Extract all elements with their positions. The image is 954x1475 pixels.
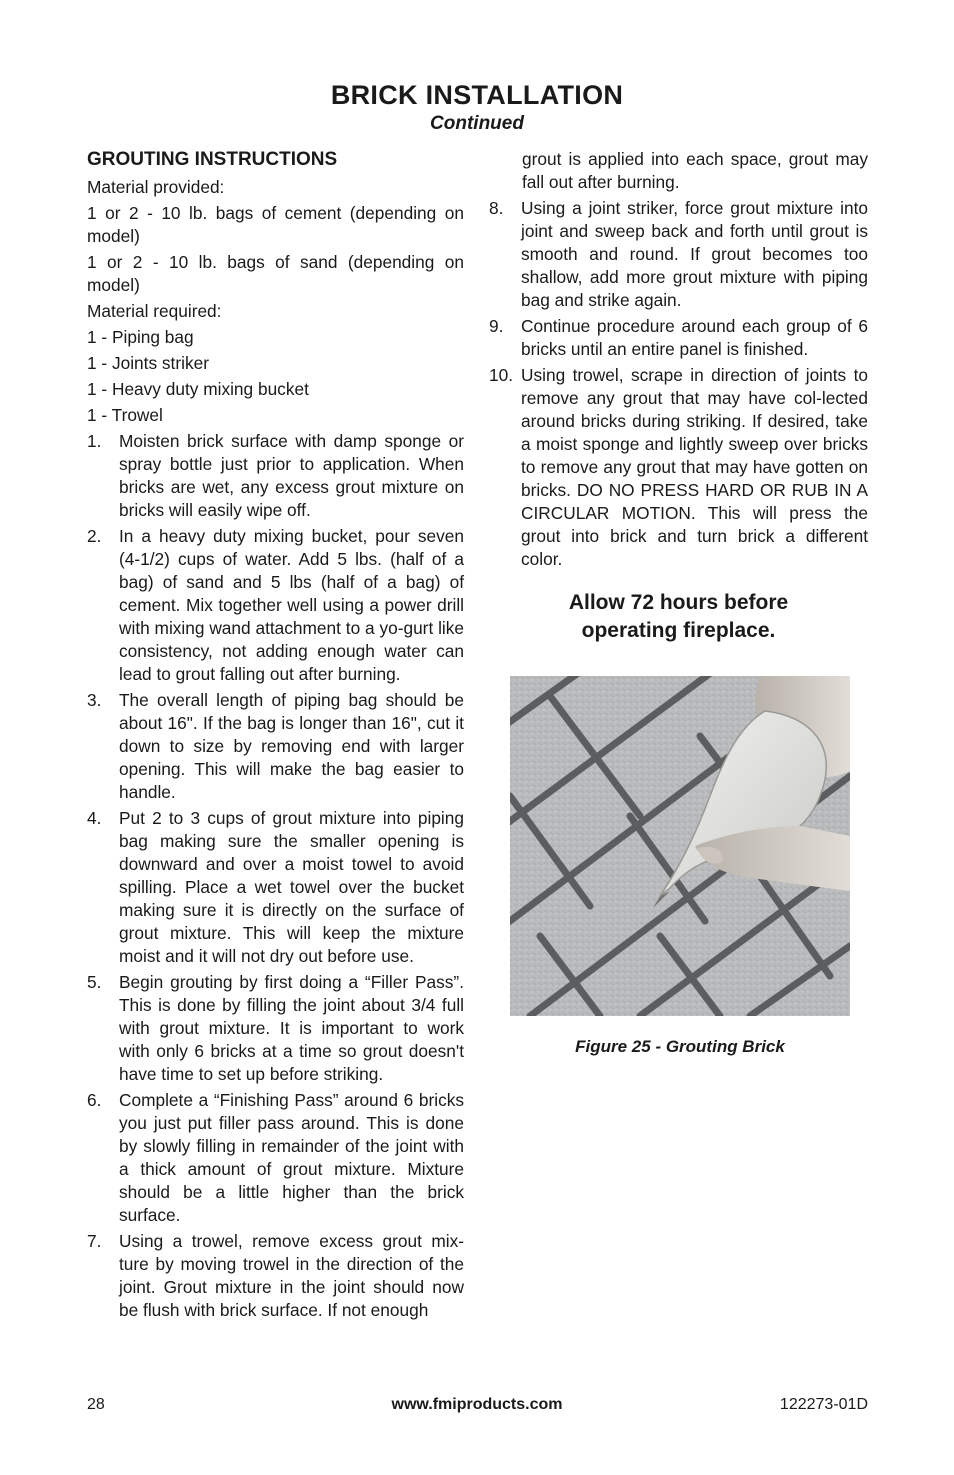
- step-number: 5.: [87, 972, 102, 992]
- note-line: Allow 72 hours before: [568, 591, 789, 614]
- website-link[interactable]: www.fmiproducts.com: [391, 1396, 563, 1413]
- paragraph: Material required:: [87, 301, 222, 321]
- step-text: Put 2 to 3 cups of grout mixture into piping bag making sure the smaller opening is downward and over a moist towel to avoid spilling. Place a wet towel over the bucket making sure it is directly on the surface of grout mixture. This will keep the mixture moist and it will not dry out before use.: [119, 808, 464, 966]
- steps-list: [489, 197, 868, 571]
- step-item: [87, 1230, 464, 1322]
- step-number: 10.: [489, 365, 514, 385]
- step-text: Begin grouting by first doing a “Filler Pass”. This is done by filling the joint about 3/4 full with grout mixture. It is important to work with only 6 bricks at a time so grout doesn't have time to set up before striking.: [119, 972, 464, 1084]
- step-item: [87, 525, 464, 686]
- page-title: BRICK INSTALLATION: [330, 80, 624, 110]
- paragraph: 1 or 2 - 10 lb. bags of sand (depending on model): [87, 252, 464, 295]
- step-number: 1.: [87, 431, 102, 451]
- paragraph: 1 - Piping bag: [87, 327, 194, 347]
- step-continuation: grout is applied into each space, grout may fall out after burning.: [522, 149, 868, 192]
- paragraph: 1 - Trowel: [87, 405, 163, 425]
- step-number: 6.: [87, 1090, 102, 1110]
- step-text: Using a trowel, remove excess grout mix-ture by moving trowel in the direction of the joint. Grout mixture in the joint should now be flush with brick surface. If not enough: [119, 1231, 464, 1320]
- paragraph: Material provided:: [87, 177, 225, 197]
- paragraph: 1 or 2 - 10 lb. bags of cement (depending on model): [87, 203, 464, 246]
- step-text: Continue procedure around each group of 6 bricks until an entire panel is finished.: [521, 316, 868, 359]
- step-number: 2.: [87, 526, 102, 546]
- step-text: In a heavy duty mixing bucket, pour seven (4-1/2) cups of water. Add 5 lbs. (half of a bag) of sand and 5 lbs (half of a bag) of cement. Mix together well using a power drill with mixing wand attachment to a yo-gurt like consistency, not adding enough water can lead to grout falling out after burning.: [119, 526, 464, 684]
- step-item: [489, 197, 868, 312]
- step-text: Moisten brick surface with damp sponge or spray bottle just prior to application. When bricks are wet, any excess grout mixture on bricks will easily wipe off.: [119, 431, 464, 520]
- section-heading: GROUTING INSTRUCTIONS: [87, 149, 338, 170]
- step-number: 7.: [87, 1231, 102, 1251]
- step-text: The overall length of piping bag should be about 16". If the bag is longer than 16", cut it down to size by removing end with larger opening. This will make the bag easier to handle.: [119, 690, 464, 802]
- document-id: 122273-01D: [779, 1396, 868, 1413]
- cure-time-note: [489, 589, 868, 645]
- step-text: Using trowel, scrape in direction of joints to remove any grout that may have col-lected around bricks during striking. If desired, take a moist sponge and lightly sweep over bricks to remove any grout that may have gotten on bricks. DO NO PRESS HARD OR RUB IN A CIRCULAR MOTION. This will press the grout into brick and turn brick a different color.: [521, 365, 868, 569]
- page-subtitle: Continued: [430, 113, 524, 134]
- grouting-brick-photo: [510, 676, 850, 1016]
- step-item: [87, 807, 464, 968]
- step-number: 8.: [489, 198, 504, 218]
- step-number: 4.: [87, 808, 102, 828]
- figure-caption: Figure 25 - Grouting Brick: [575, 1037, 785, 1056]
- step-item: [87, 430, 464, 522]
- step-item: [87, 971, 464, 1086]
- paragraph: 1 - Heavy duty mixing bucket: [87, 379, 309, 399]
- step-text: Using a joint striker, force grout mixture into joint and sweep back and forth until grout is smooth and round. If grout becomes too shallow, add more grout mixture with piping bag and strike again.: [521, 198, 868, 310]
- paragraph: 1 - Joints striker: [87, 353, 209, 373]
- step-item: [489, 364, 868, 571]
- left-column: [87, 148, 464, 1325]
- right-column: [489, 148, 868, 645]
- page-number: 28: [87, 1396, 105, 1413]
- step-text: Complete a “Finishing Pass” around 6 bricks you just put filler pass around. This is done by slowly filling in remainder of the joint with a thick amount of grout mixture. Mixture should be a little higher than the brick surface.: [119, 1090, 464, 1225]
- note-line: operating fireplace.: [581, 619, 776, 642]
- step-item: [87, 689, 464, 804]
- step-item: [489, 315, 868, 361]
- steps-list: [87, 430, 464, 1322]
- step-item: [87, 1089, 464, 1227]
- step-number: 3.: [87, 690, 102, 710]
- step-number: 9.: [489, 316, 504, 336]
